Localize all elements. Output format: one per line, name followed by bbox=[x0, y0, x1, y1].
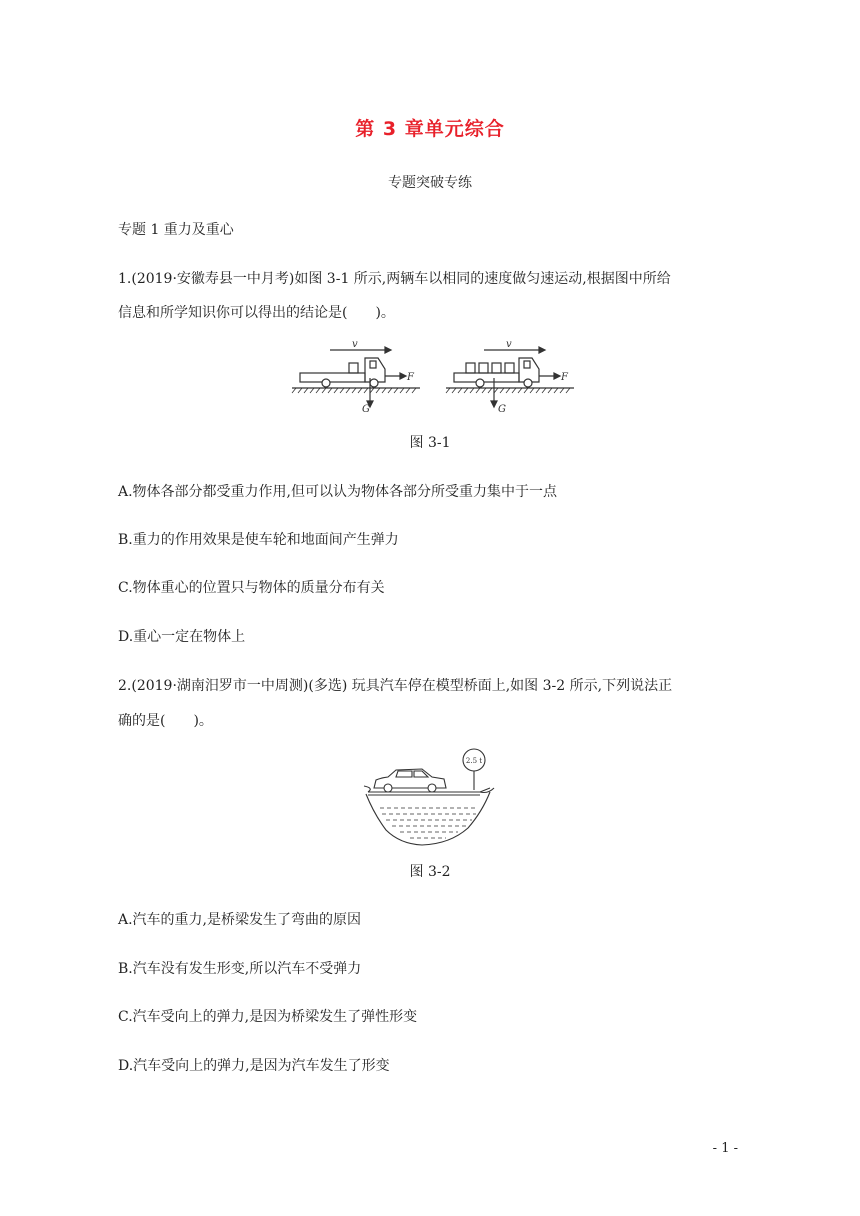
question-1-option-b: B.重力的作用效果是使车轮和地面间产生弹力 bbox=[118, 532, 399, 548]
truck-right bbox=[446, 339, 574, 415]
page-title: 第 3 章单元综合 bbox=[355, 118, 505, 140]
figure-3-1-caption: 图 3-1 bbox=[409, 435, 451, 451]
question-2-option-d: D.汽车受向上的弹力,是因为汽车发生了形变 bbox=[118, 1058, 390, 1074]
topic-heading: 专题 1 重力及重心 bbox=[118, 222, 234, 238]
gravity-label-left: G bbox=[362, 404, 370, 415]
truck-left bbox=[292, 339, 420, 415]
question-2-line-2: 确的是( )。 bbox=[118, 713, 213, 729]
gravity-label-right: G bbox=[498, 404, 506, 415]
figure-3-2 bbox=[360, 744, 500, 850]
question-1-option-c: C.物体重心的位置只与物体的质量分布有关 bbox=[118, 580, 385, 596]
question-2-line-1: 2.(2019·湖南汨罗市一中周测)(多选) 玩具汽车停在模型桥面上,如图 3-2 所示,下列说法正 bbox=[118, 678, 673, 694]
question-1-option-d: D.重心一定在物体上 bbox=[118, 629, 246, 645]
question-1-option-a: A.物体各部分都受重力作用,但可以认为物体各部分所受重力集中于一点 bbox=[118, 484, 558, 500]
toy-car bbox=[374, 769, 446, 792]
velocity-label-left: v bbox=[352, 339, 358, 350]
question-2-option-c: C.汽车受向上的弹力,是因为桥梁发生了弹性形变 bbox=[118, 1009, 418, 1025]
sign-text: 2.5 t bbox=[465, 757, 483, 765]
force-label-right: F bbox=[561, 372, 568, 383]
question-1-line-2: 信息和所学知识你可以得出的结论是( )。 bbox=[118, 305, 395, 321]
question-2-option-a: A.汽车的重力,是桥梁发生了弯曲的原因 bbox=[118, 912, 362, 928]
bridge bbox=[364, 786, 494, 845]
page-number: - 1 - bbox=[712, 1141, 738, 1156]
question-2-option-b: B.汽车没有发生形变,所以汽车不受弹力 bbox=[118, 961, 362, 977]
weight-limit-sign bbox=[463, 749, 485, 790]
question-1-line-1: 1.(2019·安徽寿县一中月考)如图 3-1 所示,两辆车以相同的速度做匀速运动,根据图中所给 bbox=[118, 271, 671, 287]
figure-3-2-caption: 图 3-2 bbox=[409, 864, 451, 880]
force-label-left: F bbox=[407, 372, 414, 383]
velocity-label-right: v bbox=[506, 339, 512, 350]
figure-3-1 bbox=[290, 336, 590, 416]
section-subtitle: 专题突破专练 bbox=[388, 175, 472, 191]
